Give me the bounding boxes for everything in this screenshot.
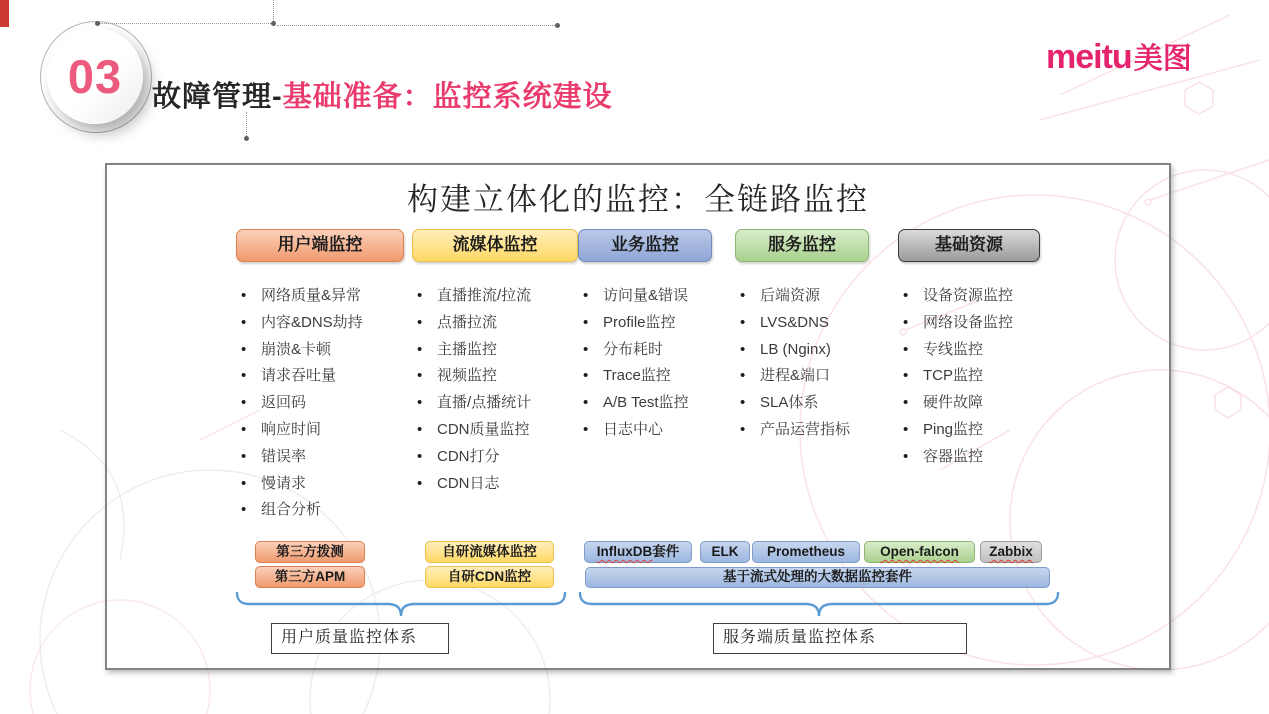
corner-accent-bar: [0, 0, 9, 27]
decor-dot: [271, 21, 276, 26]
column-header: 业务监控: [578, 229, 712, 262]
monitor-column: [236, 229, 404, 524]
list-item: • 分布耗时: [578, 337, 712, 364]
tool-box: 第三方拨测: [255, 541, 365, 563]
list-item: • 网络质量&异常: [236, 283, 404, 310]
list-item: • 进程&端口: [735, 363, 869, 390]
list-item: • 专线监控: [898, 337, 1040, 364]
list-item: • 容器监控: [898, 444, 1040, 471]
list-item: • 组合分析: [236, 497, 404, 524]
list-item: • CDN日志: [412, 471, 578, 498]
column-list: [236, 283, 404, 524]
server-quality-system-label: 服务端质量监控体系: [713, 623, 967, 654]
meitu-logo: [1046, 36, 1192, 77]
monitor-column: [898, 229, 1040, 471]
column-header: 流媒体监控: [412, 229, 578, 262]
section-number: 03: [67, 49, 123, 103]
list-item: • 直播推流/拉流: [412, 283, 578, 310]
decor-dotted-line: [246, 112, 247, 138]
tool-box: 自研流媒体监控: [425, 541, 554, 563]
list-item: • 响应时间: [236, 417, 404, 444]
spellcheck-squiggle: Zabbix: [989, 544, 1033, 559]
diagram-title: 构建立体化的监控：全链路监控: [407, 182, 869, 217]
column-list: [898, 283, 1040, 471]
list-item: • Profile监控: [578, 310, 712, 337]
list-item: • 产品运营指标: [735, 417, 869, 444]
column-header: 基础资源: [898, 229, 1040, 262]
list-item: • 后端资源: [735, 283, 869, 310]
server-tools-row: [584, 541, 1044, 563]
list-item: • CDN质量监控: [412, 417, 578, 444]
monitor-column: [412, 229, 578, 497]
tool-box: 第三方APM: [255, 566, 365, 588]
monitor-column: [735, 229, 869, 444]
spellcheck-squiggle: Open-falcon: [880, 544, 959, 559]
list-item: • 视频监控: [412, 363, 578, 390]
list-item: • 主播监控: [412, 337, 578, 364]
list-item: • 内容&DNS劫持: [236, 310, 404, 337]
decor-dotted-line: [277, 25, 557, 26]
list-item: • 访问量&错误: [578, 283, 712, 310]
list-item: • Trace监控: [578, 363, 712, 390]
decor-dotted-line: [99, 23, 273, 24]
list-item: • TCP监控: [898, 363, 1040, 390]
column-list: [412, 283, 578, 497]
list-item: • LVS&DNS: [735, 310, 869, 337]
list-item: • Ping监控: [898, 417, 1040, 444]
decor-dot: [244, 136, 249, 141]
list-item: • LB (Nginx): [735, 337, 869, 364]
decor-dotted-line: [273, 0, 274, 23]
list-item: • 网络设备监控: [898, 310, 1040, 337]
monitor-column: [578, 229, 712, 444]
list-item: • SLA体系: [735, 390, 869, 417]
column-list: [735, 283, 869, 444]
user-side-tools-group: [255, 541, 365, 591]
list-item: • A/B Test监控: [578, 390, 712, 417]
list-item: • 请求吞吐量: [236, 363, 404, 390]
spellcheck-squiggle: InfluxDB: [596, 544, 653, 559]
column-header: 用户端监控: [236, 229, 404, 262]
logo-cjk-text: 美图: [1133, 43, 1192, 75]
decor-dot: [95, 21, 100, 26]
logo-latin-text: meitu: [1046, 38, 1132, 76]
section-number-badge: [47, 28, 143, 124]
tool-box: InfluxDB套件: [584, 541, 692, 563]
tool-box: 基于流式处理的大数据监控套件: [585, 567, 1050, 588]
user-quality-system-label: 用户质量监控体系: [271, 623, 449, 654]
tool-box: Prometheus: [752, 541, 860, 563]
list-item: • CDN打分: [412, 444, 578, 471]
list-item: • 日志中心: [578, 417, 712, 444]
list-item: • 硬件故障: [898, 390, 1040, 417]
list-item: • 崩溃&卡顿: [236, 337, 404, 364]
left-curly-brace: [235, 591, 567, 619]
list-item: • 慢请求: [236, 471, 404, 498]
tool-box: ELK: [700, 541, 750, 563]
page-title-sub: 基础准备：监控系统建设: [282, 81, 613, 113]
tool-box: [980, 541, 1042, 563]
list-item: • 返回码: [236, 390, 404, 417]
list-item: • 错误率: [236, 444, 404, 471]
decor-dot: [555, 23, 560, 28]
list-item: • 点播拉流: [412, 310, 578, 337]
list-item: • 直播/点播统计: [412, 390, 578, 417]
tool-box: [864, 541, 975, 563]
monitoring-diagram-panel: [105, 163, 1171, 670]
bigdata-suite-box: [585, 567, 1050, 588]
right-curly-brace: [578, 591, 1060, 619]
list-item: • 设备资源监控: [898, 283, 1040, 310]
streaming-tools-group: [425, 541, 554, 591]
page-title-main: 故障管理-: [152, 81, 283, 113]
page-title: [152, 74, 613, 115]
column-list: [578, 283, 712, 444]
tool-box: 自研CDN监控: [425, 566, 554, 588]
column-header: 服务监控: [735, 229, 869, 262]
